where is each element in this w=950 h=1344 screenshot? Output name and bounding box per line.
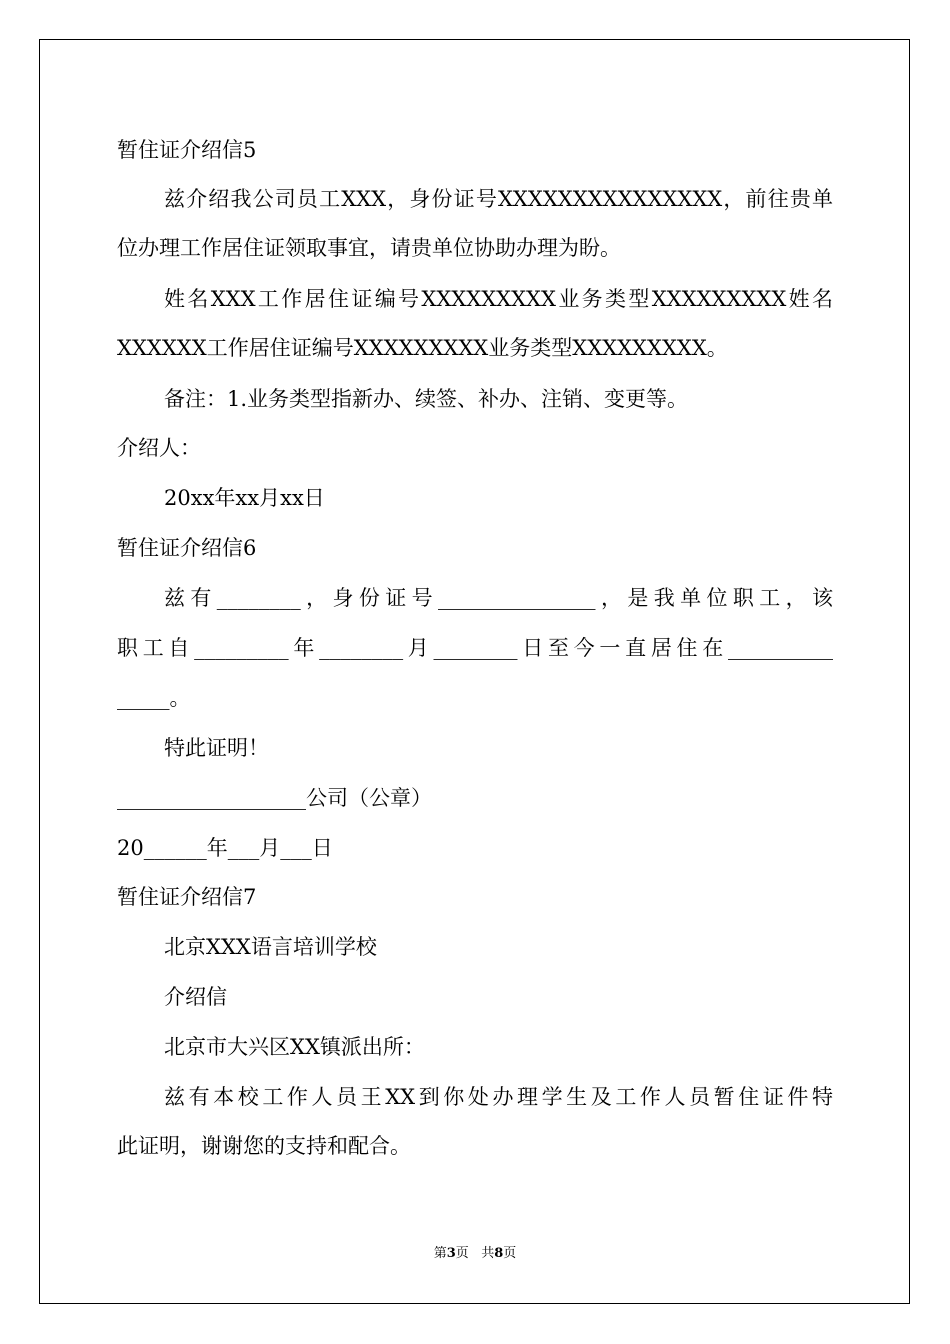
footer-total-suffix: 页 [503, 1246, 517, 1261]
letter-heading: 介绍信 [164, 985, 227, 1009]
school-name: 北京XXX语言培训学校 [164, 935, 377, 959]
page-footer [0, 1246, 950, 1262]
paragraph-line: 兹有________，身份证号_______________，是我单位职工，该 [164, 586, 833, 610]
footer-page-number: 3 [446, 1246, 456, 1261]
paragraph-line: 兹有本校工作人员王XX到你处办理学生及工作人员暂住证件特 [164, 1085, 833, 1109]
date-line: 20______年___月___日 [117, 836, 333, 860]
footer-total-prefix: 共 [481, 1246, 495, 1261]
footer-total-pages: 8 [494, 1246, 504, 1261]
date-line: 20xx年xx月xx日 [164, 486, 325, 510]
section-title-7: 暂住证介绍信7 [117, 885, 257, 909]
footer-page-prefix: 第 [433, 1246, 447, 1261]
paragraph-line: 此证明，谢谢您的支持和配合。 [117, 1134, 411, 1158]
recipient-line: 北京市大兴区XX镇派出所： [164, 1035, 425, 1059]
paragraph-line: 职工自_________年________月________日至今一直居住在__________ [117, 636, 833, 660]
section-title-5: 暂住证介绍信5 [117, 138, 257, 162]
paragraph-line: XXXXXX工作居住证编号XXXXXXXXX业务类型XXXXXXXXX。 [117, 336, 728, 360]
paragraph-line: 兹介绍我公司员工XXX，身份证号XXXXXXXXXXXXXXX，前往贵单 [164, 187, 833, 211]
company-seal-line: __________________公司（公章） [117, 786, 432, 810]
footer-page-suffix: 页 [455, 1246, 469, 1261]
section-title-6: 暂住证介绍信6 [117, 536, 257, 560]
paragraph-line: _____。 [117, 686, 191, 710]
paragraph-line: 姓名XXX工作居住证编号XXXXXXXXX业务类型XXXXXXXXX姓名 [164, 287, 833, 311]
introducer-label: 介绍人： [117, 436, 201, 460]
page-frame [39, 39, 910, 1304]
note-line: 备注：1.业务类型指新办、续签、补办、注销、变更等。 [164, 387, 689, 411]
paragraph-line: 位办理工作居住证领取事宜，请贵单位协助办理为盼。 [117, 236, 621, 260]
certify-line: 特此证明！ [164, 736, 269, 760]
